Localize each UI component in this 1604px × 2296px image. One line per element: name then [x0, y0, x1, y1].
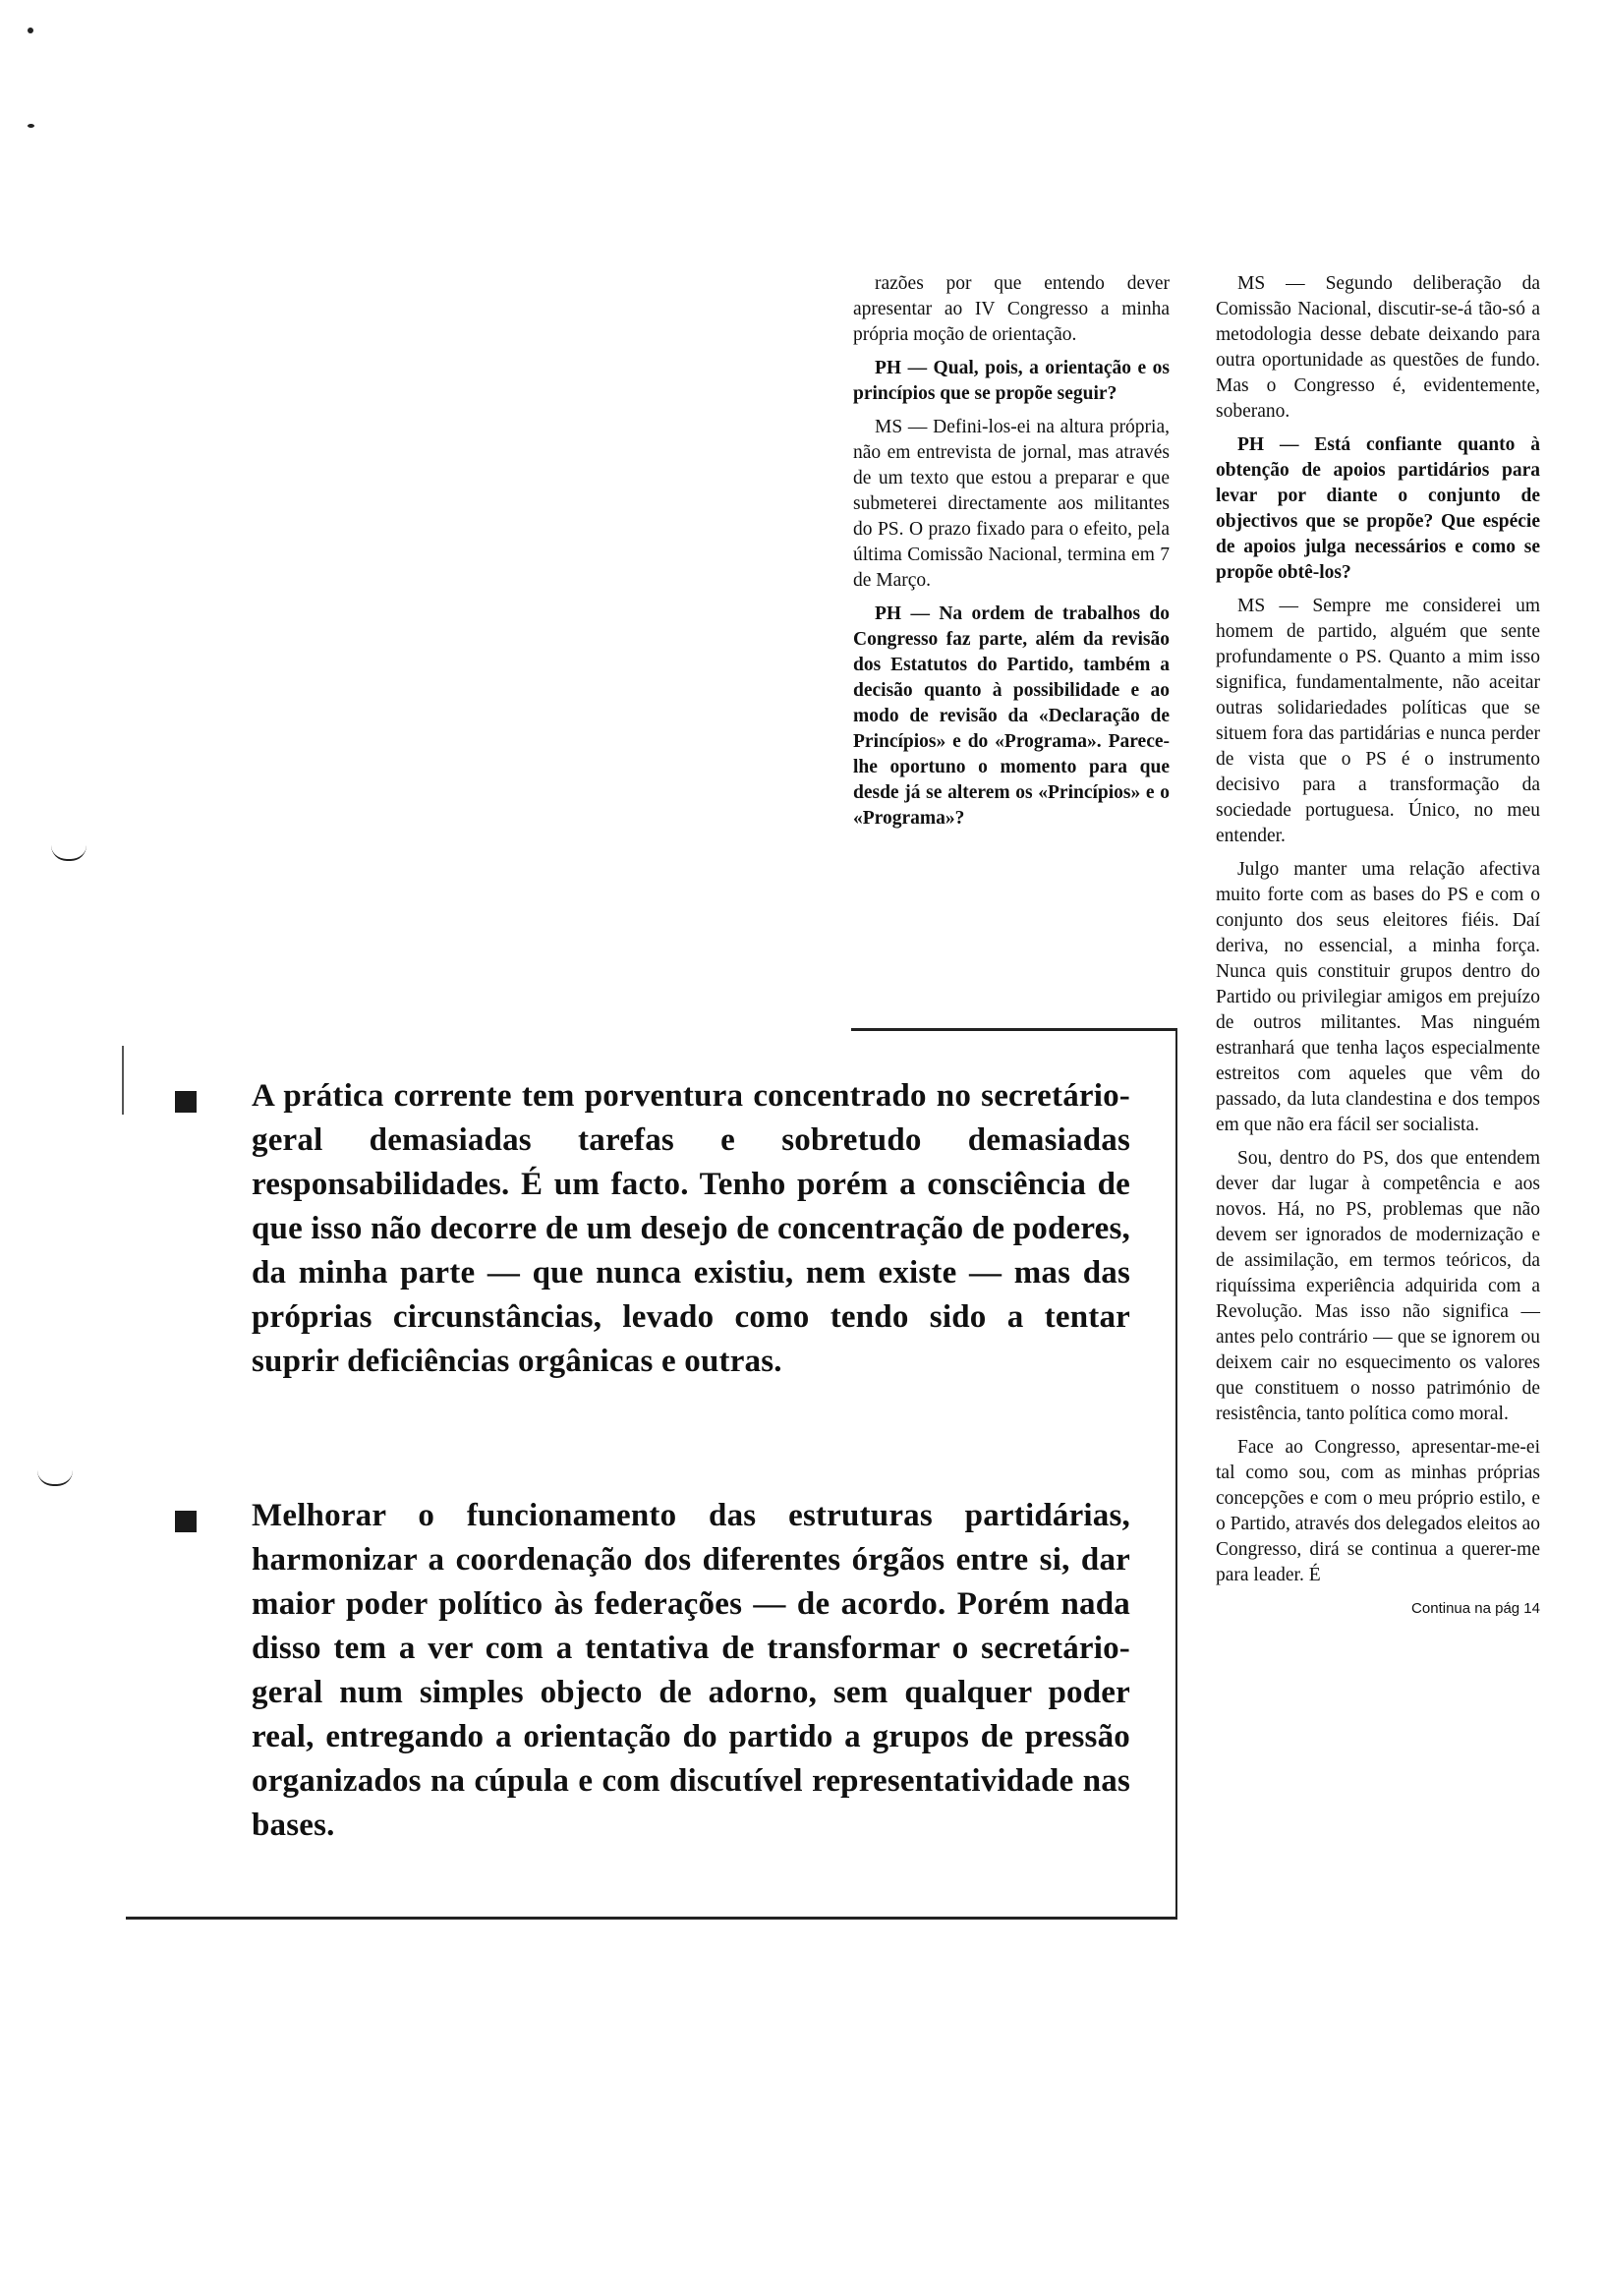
paragraph: MS — Defini-los-ei na altura própria, não em entrevista de jornal, mas através de um texto que estou a preparar e que submeterei directamente aos militantes do PS. O prazo fixado para o efeito, pela última Comissão Nacional, termina em 7 de Março. — [853, 417, 1170, 591]
pull-quote: A prática corrente tem porventura concentrado no secretário-geral demasiadas tarefas e sobretudo demasiadas responsabilidades. É um facto. Tenho porém a consciência de que isso não decorre de um desejo de concentração de poderes, da minha parte — que nunca existiu, nem existe — mas das próprias circunstâncias, levado como tendo sido a tentar suprir deficiências orgânicas e outras. — [252, 1078, 1130, 1379]
frame-rule-bottom — [126, 1917, 1177, 1920]
scan-speck — [28, 124, 34, 128]
interview-question: PH — Na ordem de trabalhos do Congresso faz parte, além da revisão dos Estatutos do Partido, também a decisão quanto à possibilidade e ao modo de revisão da «Declaração de Princípios» e do «Programa». Parece-lhe oportuno o momento para que desde já se alterem os «Princípios» e o «Programa»? — [853, 603, 1170, 829]
text-column-right — [1216, 271, 1540, 1622]
square-bullet-icon — [175, 1511, 197, 1532]
scan-mark — [37, 1470, 73, 1486]
frame-rule-left — [122, 1046, 124, 1115]
scan-mark — [51, 845, 86, 861]
square-bullet-icon — [175, 1091, 197, 1113]
paragraph: MS — Segundo deliberação da Comissão Nacional, discutir-se-á tão-só a metodologia desse debate deixando para outra oportunidade as questões de fundo. Mas o Congresso é, evidentemente, soberano. — [1216, 273, 1540, 422]
scan-speck — [28, 28, 33, 33]
paragraph: Face ao Congresso, apresentar-me-ei tal como sou, com as minhas próprias concepções e com o meu próprio estilo, e o Partido, através dos delegados eleitos ao Congresso, dirá se continua a querer-me para leader. É — [1216, 1437, 1540, 1585]
pull-quote: Melhorar o funcionamento das estruturas partidárias, harmonizar a coordenação dos diferentes órgãos entre si, dar maior poder político às federações — de acordo. Porém nada disso tem a ver com a tentativa de transformar o secretário-geral num simples objecto de adorno, sem qualquer poder real, entregando a orientação do partido a grupos de pressão organizados na cúpula e com discutível representatividade nas bases. — [252, 1498, 1130, 1843]
paragraph: razões por que entendo dever apresentar ao IV Congresso a minha própria moção de orientação. — [853, 273, 1170, 345]
continued-note: Continua na pág 14 — [1411, 1600, 1540, 1617]
frame-rule-top — [851, 1028, 1177, 1031]
paragraph: Julgo manter uma relação afectiva muito forte com as bases do PS e com o conjunto dos seus eleitores fiéis. Daí deriva, no essencial, a minha força. Nunca quis constituir grupos dentro do Partido ou privilegiar amigos em prejuízo de outros militantes. Mas ninguém estranhará que tenha laços especialmente estreitos com aqueles que vêm do passado, da luta clandestina e dos tempos em que não era fácil ser socialista. — [1216, 859, 1540, 1135]
frame-rule-right — [1175, 1028, 1177, 1919]
text-column-middle — [853, 271, 1170, 839]
paragraph: MS — Sempre me considerei um homem de partido, alguém que sente profundamente o PS. Quanto a mim isso significa, fundamentalmente, não aceitar outras solidariedades políticas que se situem fora das partidárias e nunca perder de vista que o PS é o instrumento decisivo para a transformação da sociedade portuguesa. Único, no meu entender. — [1216, 596, 1540, 846]
interview-question: PH — Qual, pois, a orientação e os princípios que se propõe seguir? — [853, 358, 1170, 404]
paragraph: Sou, dentro do PS, dos que entendem dever dar lugar à competência e aos novos. Há, no PS, problemas que não devem ser ignorados de modernização e de assimilação, em termos teóricos, da riquíssima experiência adquirida com a Revolução. Mas isso não significa — antes pelo contrário — que se ignorem ou deixem cair no esquecimento os valores que constituem o nosso património de resistência, tanto política como moral. — [1216, 1148, 1540, 1424]
interview-question: PH — Está confiante quanto à obtenção de apoios partidários para levar por diante o conjunto de objectivos que se propõe? Que espécie de apoios julga necessários e como se propõe obtê-los? — [1216, 434, 1540, 583]
